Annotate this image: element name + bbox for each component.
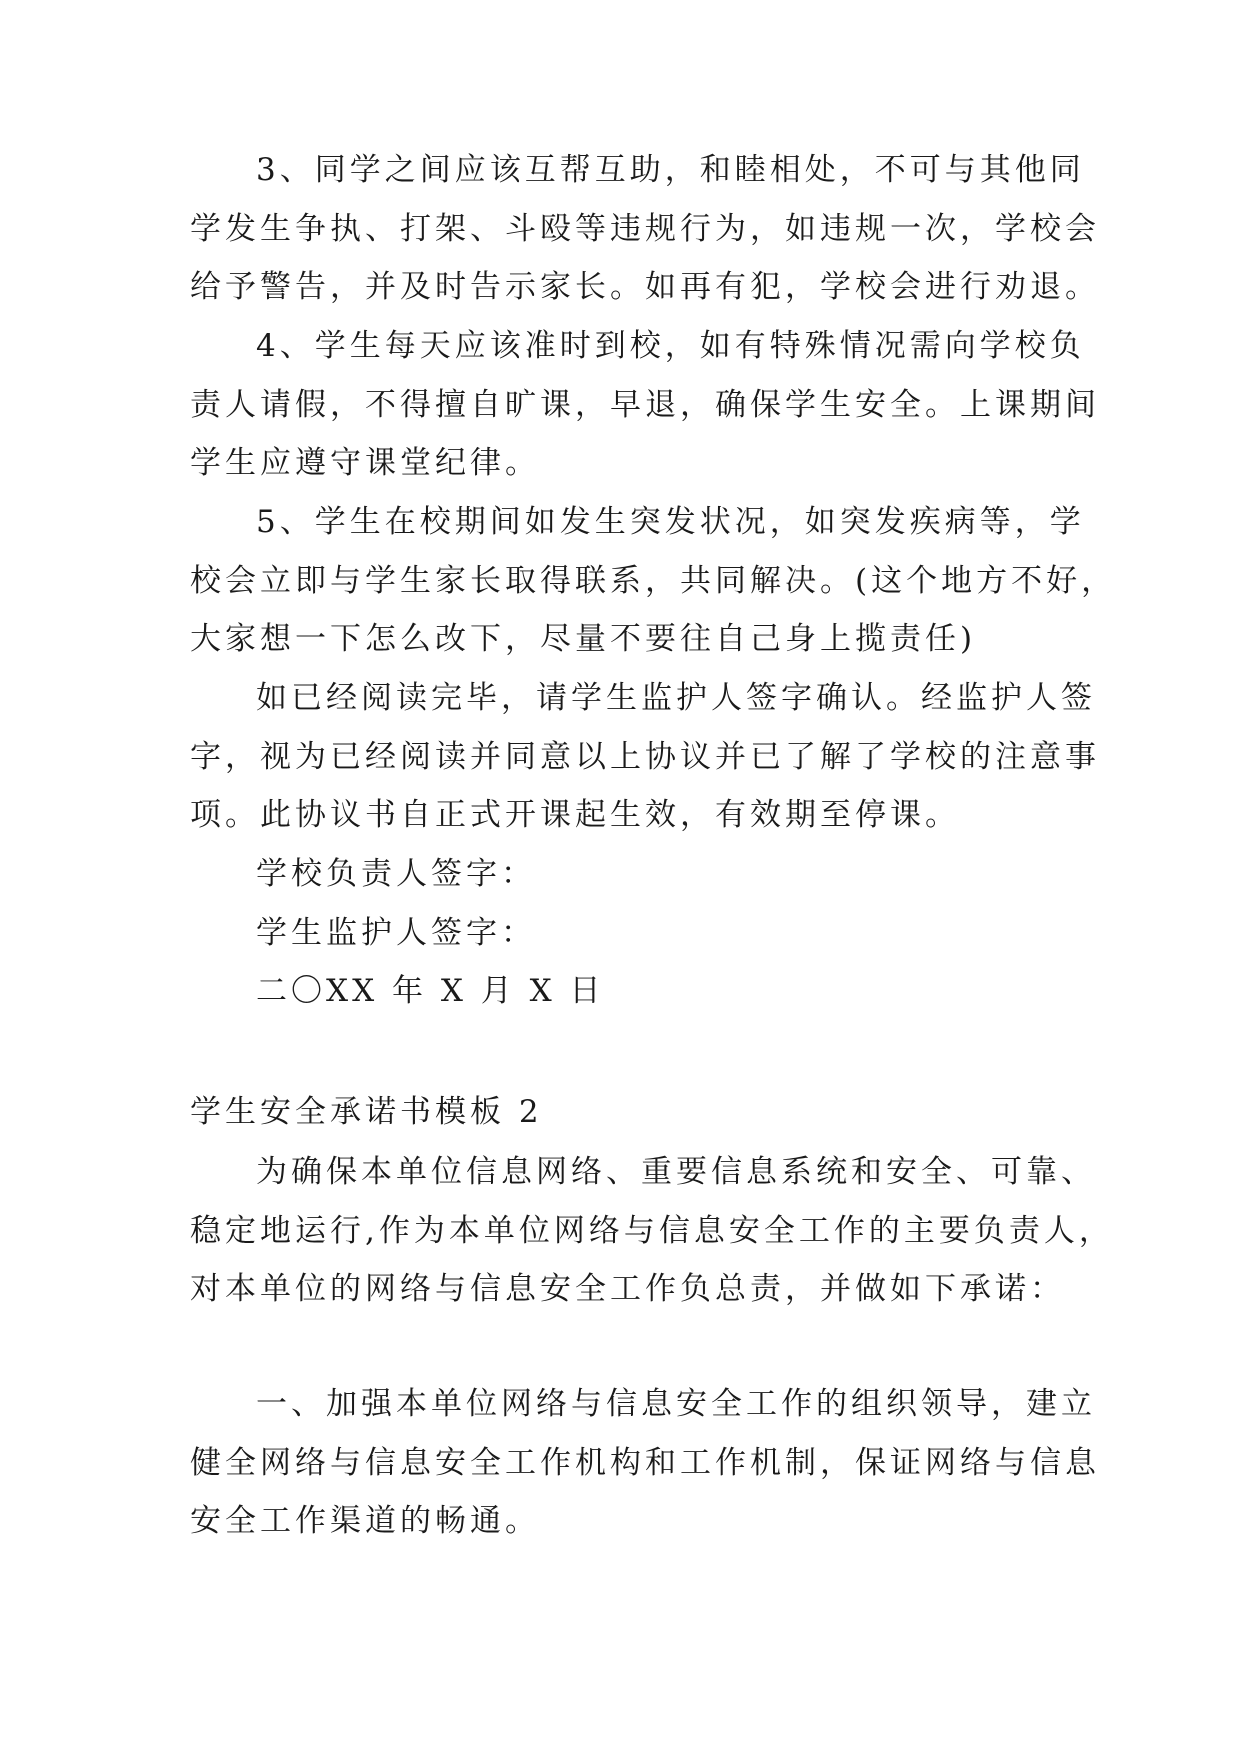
text-line: 大家想一下怎么改下，尽量不要往自己身上揽责任)	[190, 621, 977, 657]
text-line: 学发生争执、打架、斗殴等违规行为，如违规一次，学校会	[190, 210, 1100, 247]
text-line: 如已经阅读完毕，请学生监护人签字确认。经监护人签	[256, 680, 1096, 716]
section2-intro	[190, 1143, 1114, 1319]
section-title-text: 学生安全承诺书模板 2	[190, 1094, 543, 1130]
text-line: 对本单位的网络与信息安全工作负总责，并做如下承诺：	[190, 1271, 1065, 1307]
paragraph-confirmation	[190, 669, 1100, 845]
section-title	[190, 1083, 1070, 1142]
signature-date: 二〇XX 年 X 月 X 日	[256, 973, 605, 1009]
paragraph-4	[190, 317, 1100, 493]
text-line: 给予警告，并及时告示家长。如再有犯，学校会进行劝退。	[190, 269, 1100, 305]
text-line: 安全工作渠道的畅通。	[190, 1503, 540, 1539]
text-line: 责人请假，不得擅自旷课，早退，确保学生安全。上课期间	[190, 386, 1100, 423]
text-line: 一、加强本单位网络与信息安全工作的组织领导，建立	[256, 1386, 1096, 1422]
text-line: 校会立即与学生家长取得联系，共同解决。(这个地方不好，	[190, 562, 1117, 599]
guardian-signature-label: 学生监护人签字：	[256, 914, 536, 951]
text-line: 健全网络与信息安全工作机构和工作机制，保证网络与信息	[190, 1444, 1100, 1481]
text-line: 稳定地运行,作为本单位网络与信息安全工作的主要负责人，	[190, 1212, 1114, 1249]
text-line: 5、学生在校期间如发生突发状况，如突发疾病等，学	[256, 504, 1085, 540]
school-signature-label: 学校负责人签字：	[256, 856, 536, 892]
text-line: 3、同学之间应该互帮互助，和睦相处，不可与其他同	[256, 152, 1085, 188]
text-line: 为确保本单位信息网络、重要信息系统和安全、可靠、	[256, 1154, 1096, 1190]
text-line: 学生应遵守课堂纪律。	[190, 445, 540, 481]
paragraph-5	[190, 493, 1117, 669]
signature-block	[190, 845, 1070, 1021]
text-line: 字，视为已经阅读并同意以上协议并已了解了学校的注意事	[190, 738, 1100, 775]
section2-item-1	[190, 1375, 1100, 1551]
text-line: 4、学生每天应该准时到校，如有特殊情况需向学校负	[256, 328, 1085, 364]
text-line: 项。此协议书自正式开课起生效，有效期至停课。	[190, 797, 960, 833]
paragraph-3	[190, 141, 1100, 317]
